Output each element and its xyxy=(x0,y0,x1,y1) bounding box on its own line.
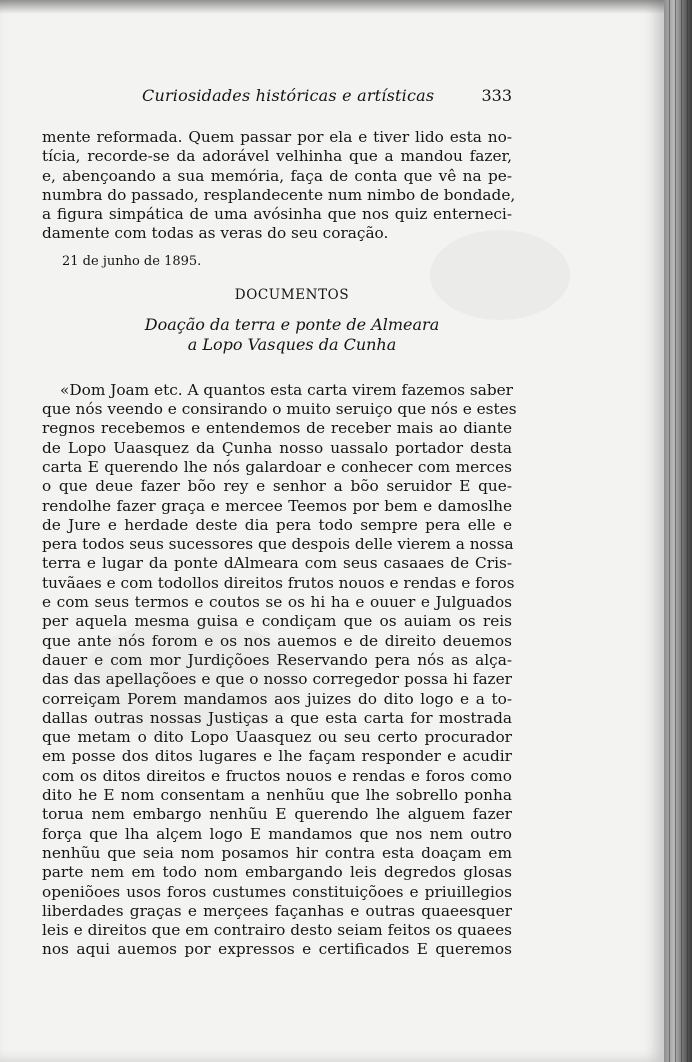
document-title xyxy=(42,315,512,355)
page-edge-line xyxy=(675,0,676,1062)
text-column xyxy=(42,86,517,960)
text-line: leis e direitos que em contrairo desto seiam feitos os quaees xyxy=(42,921,512,940)
text-line: rendolhe fazer graça e mercee Teemos por bem e damoslhe xyxy=(42,496,512,515)
document-text xyxy=(42,380,517,960)
text-line: das das apellaçõoes e que o nosso corregedor possa hi fazer xyxy=(42,670,512,689)
document-title-line: Doação da terra e ponte de Almeara xyxy=(144,314,440,334)
page-number: 333 xyxy=(481,86,512,105)
text-line: numbra do passado, resplandecente num nimbo de bondade, xyxy=(42,185,516,204)
text-line: torua nem embargo nenhũu E querendo lhe alguem fazer xyxy=(42,805,512,824)
date-line: 21 de junho de 1895. xyxy=(62,253,202,269)
text-line: que ante nós forom e os nos auemos e de direito deuemos xyxy=(42,631,512,650)
text-line: em posse dos ditos lugares e lhe façam responder e acudir xyxy=(42,747,512,766)
text-line: a figura simpática de uma avósinha que nos quiz enterneci- xyxy=(42,205,512,224)
text-line: o que deue fazer bõo rey e senhor a bõo seruidor E que- xyxy=(42,477,512,496)
text-line: dallas outras nossas Justiças a que esta carta for mostrada xyxy=(42,708,512,727)
text-line: dito he E nom consentam a nenhũu que lhe sobrello ponha xyxy=(42,786,512,805)
text-line: nos aqui auemos por expressos e certificados E queremos xyxy=(42,940,512,959)
text-line: nenhũu que seia nom posamos hir contra esta doaçam em xyxy=(42,843,512,862)
text-line: carta E querendo lhe nós galardoar e conhecer com merces xyxy=(42,457,512,476)
text-line: damente com todas as veras do seu coração. xyxy=(42,224,389,243)
text-line: regnos recebemos e entendemos de receber mais ao diante xyxy=(42,419,512,438)
text-line: mente reformada. Quem passar por ela e tiver lido esta no- xyxy=(42,128,512,146)
text-line: que metam o dito Lopo Uaasquez ou seu certo procurador xyxy=(42,728,512,747)
text-line: parte nem em todo nom embargando leis degredos glosas xyxy=(42,863,512,882)
text-line: liberdades graças e merçees façanhas e outras quaeesquer xyxy=(42,901,512,920)
text-line: correiçam Porem mandamos aos juizes do dito logo e a to- xyxy=(42,689,512,708)
text-line: e, abençoando a sua memória, faça de conta que vê na pe- xyxy=(42,166,512,185)
text-line: tícia, recorde-se da adorável velhinha que a mandou fazer, xyxy=(42,147,512,166)
page-edge-line xyxy=(681,0,682,1062)
text-line: de Jure e herdade deste dia pera todo sempre pera elle e xyxy=(42,515,512,534)
text-line: com os ditos direitos e fructos nouos e rendas e foros como xyxy=(42,766,512,785)
document-title-line: a Lopo Vasques da Cunha xyxy=(187,334,397,354)
running-title: Curiosidades históricas e artísticas xyxy=(142,86,435,105)
text-line: pera todos seus sucessores que despois delle vierem a nossa xyxy=(42,535,514,554)
page-edge-line xyxy=(687,0,688,1062)
text-line: que nós veendo e consirando o muito seruiço que nós e estes xyxy=(42,400,517,419)
text-line: per aquela mesma guisa e condiçam que os auiam os reis xyxy=(42,612,512,631)
text-line: tuvãaes e com todollos direitos frutos nouos e rendas e foros xyxy=(42,573,515,592)
text-line: openiõoes usos foros custumes constituiçõoes e priuillegios xyxy=(42,882,512,901)
intro-paragraph xyxy=(42,128,516,244)
text-line: de Lopo Uaasquez da Çunha nosso uassalo portador desta xyxy=(42,438,512,457)
book-edge xyxy=(664,0,692,1062)
text-line: «Dom Joam etc. A quantos esta carta virem fazemos saber xyxy=(60,380,513,399)
top-shadow xyxy=(0,0,664,14)
page-edge-line xyxy=(669,0,670,1062)
text-line: e com seus termos e coutos se os hi ha e ouuer e Julguados xyxy=(42,593,512,612)
text-line: terra e lugar da ponte dAlmeara com seus casaaes de Cris- xyxy=(42,554,512,573)
section-heading: DOCUMENTOS xyxy=(234,286,350,303)
running-head xyxy=(42,86,512,114)
text-line: dauer e com mor Jurdiçõoes Reservando pera nós as alça- xyxy=(42,650,512,669)
text-line: força que lha alçem logo E mandamos que nos nem outro xyxy=(42,824,512,843)
